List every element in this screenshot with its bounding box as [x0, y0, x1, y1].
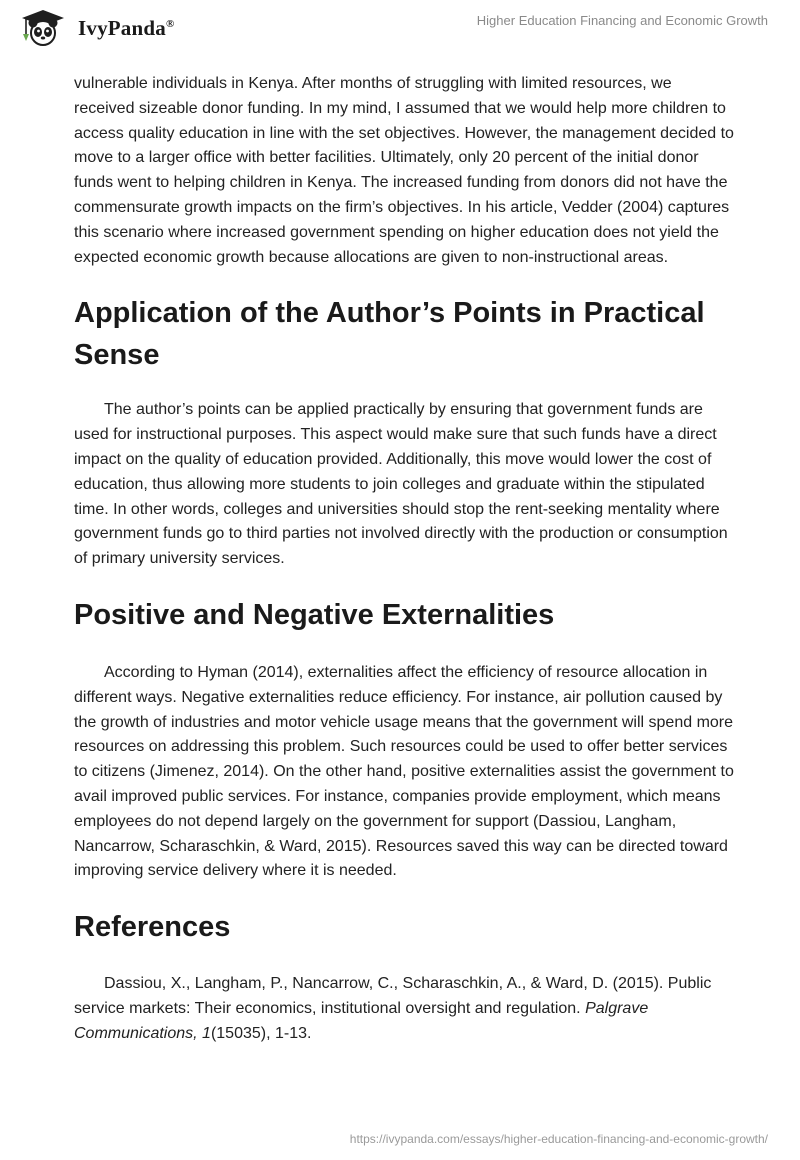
paragraph-application: The author’s points can be applied practically by ensuring that government funds are used for instructional purposes. This aspect would make sure that such funds have a direct impact on the quality of education provided. Additionally, this move would lower the cost of education, thus allowing more students to join colleges and graduate within the stipulated time. In other words, colleges and universities should stop the rent-seeking mentality where government funds go to third parties not involved directly with the production or consumption of primary university services.: [74, 401, 728, 568]
paragraph-top: vulnerable individuals in Kenya. After months of struggling with limited resources, we received sizeable donor funding. In my mind, I assumed that we would help more children to access quality education in line with the set objectives. However, the management decided to move to a larger office with better facilities. Ultimately, only 20 percent of the initial donor funds went to helping children in Kenya. The increased funding from donors did not have the commensurate growth impacts on the firm’s objectives. In his article, Vedder (2004) captures this scenario where increased government spending on higher education does not yield the expected economic growth because allocations are given to non-instructional areas.: [74, 75, 734, 266]
heading-references: References: [74, 911, 231, 944]
reference-journal: Palgrave Communications, 1: [74, 999, 649, 1042]
reference-entry: [74, 972, 734, 1046]
document-title: Higher Education Financing and Economic Growth: [476, 13, 768, 28]
heading-application: Application of the Author’s Points in Practical Sense: [74, 297, 705, 372]
panda-logo-icon: [14, 8, 72, 48]
page-header: [0, 0, 800, 70]
logo-wordmark: IvyPanda®: [78, 15, 175, 40]
essay-content: [74, 72, 734, 1047]
reference-authors-title: Dassiou, X., Langham, P., Nancarrow, C., Scharaschkin, A., & Ward, D. (2015). Public service markets: Their economics, institutional oversight and regulation.: [74, 975, 712, 1017]
heading-externalities: Positive and Negative Externalities: [74, 598, 555, 631]
reference-issue-pages: (15035), 1-13.: [210, 1024, 312, 1042]
ivypanda-logo[interactable]: [14, 8, 174, 48]
footer-url[interactable]: https://ivypanda.com/essays/higher-education-financing-and-economic-growth/: [349, 1132, 768, 1146]
paragraph-externalities: According to Hyman (2014), externalities affect the efficiency of resource allocation in different ways. Negative externalities reduce efficiency. For instance, air pollution caused by the growth of industries and motor vehicle usage means that the government will spend more resources on addressing this problem. Such resources could be used to offer better services to citizens (Jimenez, 2014). On the other hand, positive externalities assist the government to avail improved public services. For instance, companies provide employment, which means employees do not depend largely on the government for support (Dassiou, Langham, Nancarrow, Scharaschkin, & Ward, 2015). Resources saved this way can be directed toward improving service delivery where it is needed.: [74, 663, 734, 880]
